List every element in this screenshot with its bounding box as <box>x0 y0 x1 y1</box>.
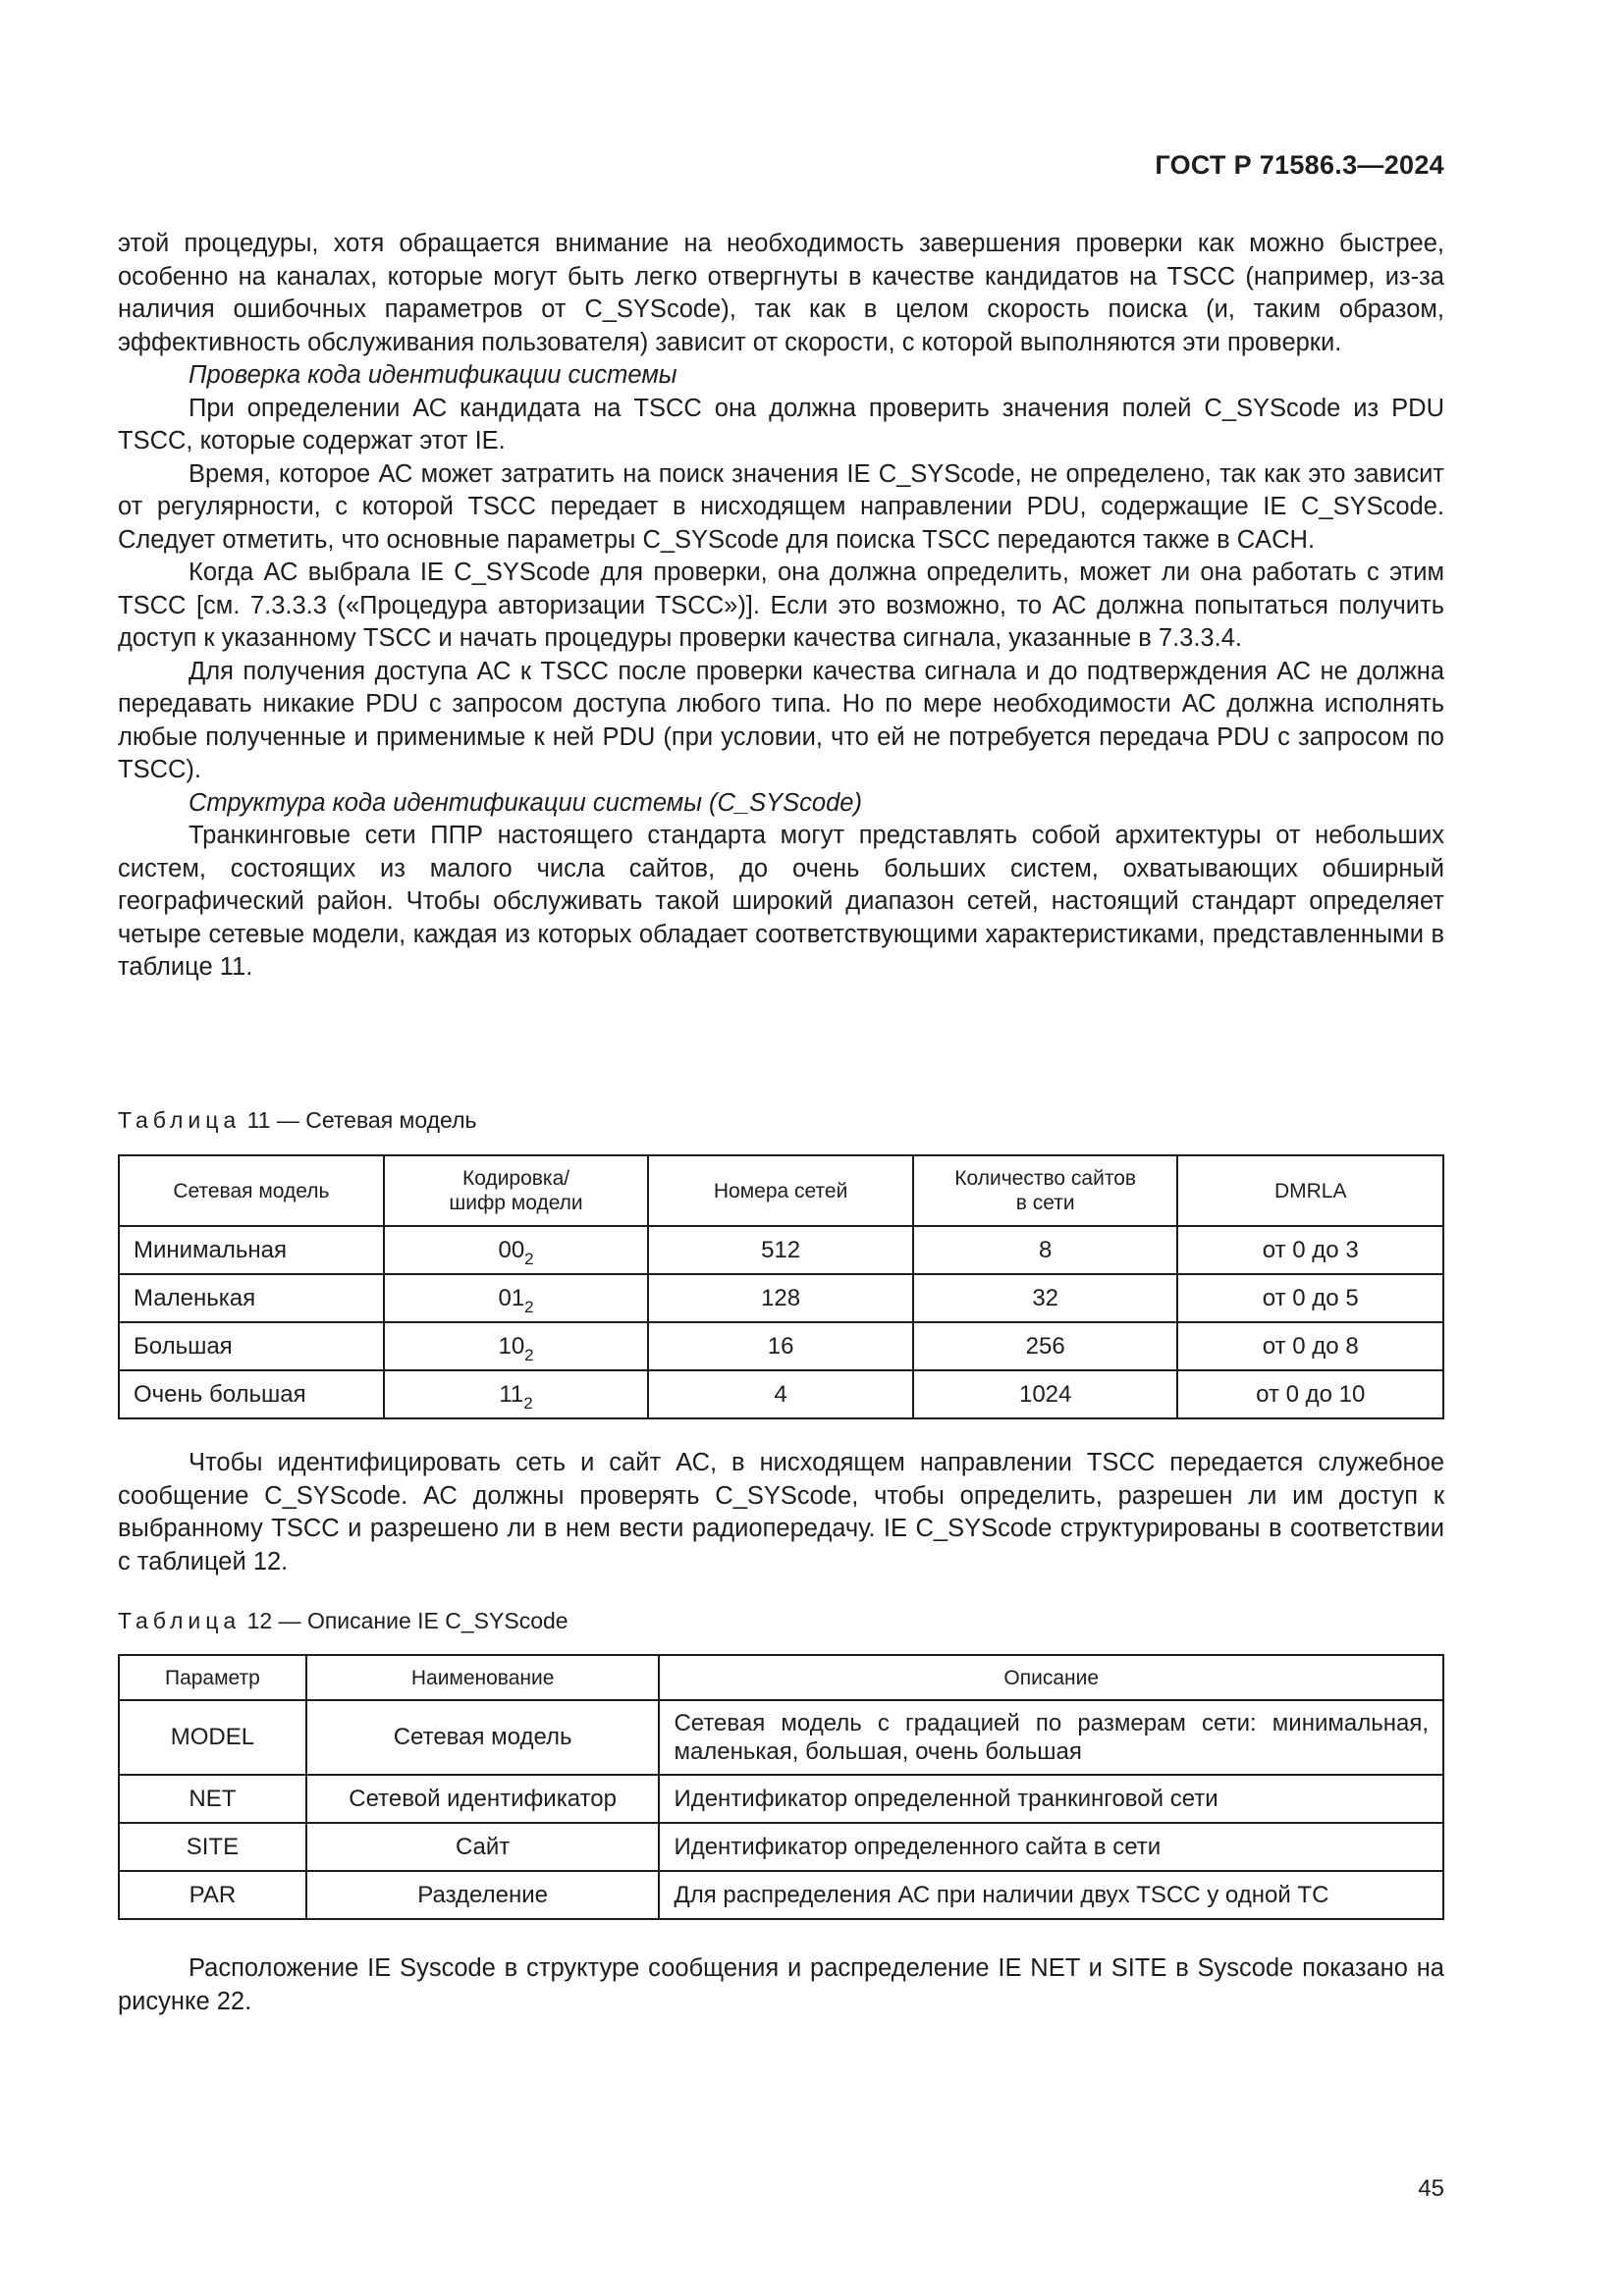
table-12-caption <box>118 1608 568 1634</box>
nets-cell: 4 <box>648 1370 913 1418</box>
column-header: Количество сайтов в сети <box>913 1155 1178 1226</box>
paragraph: Когда АС выбрала IE C_SYScode для проверки, она должна определить, может ли она работать с этим TSCC [см. 7.3.3.3 («Процедура авторизации TSCC»)]. Если это возможно, то АС должна попытаться получить доступ к указанному TSCC и начать процедуры проверки качества сигнала, указанные в 7.3.3.4. <box>118 559 1444 652</box>
name-cell: Сетевая модель <box>306 1700 660 1775</box>
dmrla-cell: от 0 до 10 <box>1177 1370 1443 1418</box>
table-header-row <box>119 1155 1443 1226</box>
paragraph: Расположение IE Syscode в структуре сообщения и распределение IE NET и SITE в Syscode показано на рисунке 22. <box>118 1954 1444 2015</box>
param-cell: PAR <box>119 1871 306 1919</box>
table-caption-title: 11 — Сетевая модель <box>246 1107 477 1133</box>
section-subheading: Проверка кода идентификации системы <box>189 361 677 389</box>
column-header: Номера сетей <box>648 1155 913 1226</box>
column-header: Наименование <box>306 1655 660 1700</box>
body-text <box>118 228 1444 985</box>
dmrla-cell: от 0 до 3 <box>1177 1226 1443 1274</box>
table-row <box>119 1322 1443 1370</box>
model-cell: Маленькая <box>119 1274 384 1322</box>
name-cell: Разделение <box>306 1871 660 1919</box>
final-text <box>118 1952 1444 2018</box>
name-cell: Сетевой идентификатор <box>306 1775 660 1823</box>
model-cell: Очень большая <box>119 1370 384 1418</box>
description-cell: Идентификатор определенного сайта в сети <box>659 1823 1443 1871</box>
dmrla-cell: от 0 до 5 <box>1177 1274 1443 1322</box>
table-header-row <box>119 1655 1443 1700</box>
table-caption-title: 12 — Описание IE C_SYScode <box>246 1608 568 1633</box>
code-cell: $10_2$ <box>384 1322 649 1370</box>
table-row <box>119 1370 1443 1418</box>
description-cell: Для распределения АС при наличии двух TSCC у одной ТС <box>659 1871 1443 1919</box>
column-header: Кодировка/ шифр модели <box>384 1155 649 1226</box>
paragraph: Транкинговые сети ППР настоящего стандарта могут представлять собой архитектуры от небольших систем, состоящих из малого числа сайтов, до очень больших систем, охватывающих обширный географический район. Чтобы обслуживать такой широкий диапазон сетей, настоящий стандарт определяет четыре сетевые модели, каждая из которых обладает соответствующими характеристиками, представленными в таблице 11. <box>118 822 1444 981</box>
network-model-table <box>118 1154 1444 1419</box>
sites-cell: 8 <box>913 1226 1178 1274</box>
code-cell: $01_2$ <box>384 1274 649 1322</box>
sites-cell: 32 <box>913 1274 1178 1322</box>
code-cell: $00_2$ <box>384 1226 649 1274</box>
sites-cell: 1024 <box>913 1370 1178 1418</box>
standard-code-header: ГОСТ Р 71586.3—2024 <box>1155 150 1444 180</box>
code-cell: $11_2$ <box>384 1370 649 1418</box>
name-cell: Сайт <box>306 1823 660 1871</box>
page-number: 45 <box>1418 2175 1444 2202</box>
middle-text <box>118 1447 1444 1578</box>
section-subheading: Структура кода идентификации системы (C_SYScode) <box>189 788 862 817</box>
table-caption-word: Таблица <box>118 1608 242 1633</box>
column-header: DMRLA <box>1177 1155 1443 1226</box>
description-cell: Идентификатор определенной транкинговой сети <box>659 1775 1443 1823</box>
table-caption-word: Таблица <box>118 1107 242 1133</box>
paragraph: этой процедуры, хотя обращается внимание на необходимость завершения проверки как можно быстрее, особенно на каналах, которые могут быть легко отвергнуты в качестве кандидатов на TSCC (например, из-за наличия ошибочных параметров от C_SYScode), так как в целом скорость поиска (и, таким образом, эффективность обслуживания пользователя) зависит от скорости, с которой выполняются эти проверки. <box>118 230 1444 356</box>
dmrla-cell: от 0 до 8 <box>1177 1322 1443 1370</box>
table-row <box>119 1700 1443 1775</box>
model-cell: Минимальная <box>119 1226 384 1274</box>
column-header: Сетевая модель <box>119 1155 384 1226</box>
nets-cell: 128 <box>648 1274 913 1322</box>
paragraph: Время, которое АС может затратить на поиск значения IE C_SYScode, не определено, так как это зависит от регулярности, с которой TSCC передает в нисходящем направлении PDU, содержащие IE C_SYScode. Следует отметить, что основные параметры C_SYScode для поиска TSCC передаются также в CACH. <box>118 459 1444 554</box>
nets-cell: 512 <box>648 1226 913 1274</box>
param-cell: SITE <box>119 1823 306 1871</box>
table-row <box>119 1226 1443 1274</box>
syscode-description-table <box>118 1654 1444 1920</box>
table-row <box>119 1871 1443 1919</box>
table-11-caption <box>118 1107 477 1134</box>
description-cell: Сетевая модель с градацией по размерам сети: минимальная, маленькая, большая, очень большая <box>659 1700 1443 1775</box>
paragraph: Для получения доступа АС к TSCC после проверки качества сигнала и до подтверждения АС не должна передавать никакие PDU с запросом доступа любого типа. Но по мере необходимости АС должна исполнять любые полученные и применимые к ней PDU (при условии, что ей не потребуется передача PDU с запросом по TSCC). <box>118 657 1444 783</box>
param-cell: NET <box>119 1775 306 1823</box>
paragraph: Чтобы идентифицировать сеть и сайт АС, в нисходящем направлении TSCC передается служебное сообщение C_SYScode. АС должны проверять C_SYScode, чтобы определить, разрешен ли им доступ к выбранному TSCC и разрешено ли в нем вести радиопередачу. IE C_SYScode структурированы в соответствии с таблицей 12. <box>118 1449 1444 1575</box>
column-header: Описание <box>659 1655 1443 1700</box>
column-header: Параметр <box>119 1655 306 1700</box>
table-row <box>119 1274 1443 1322</box>
param-cell: MODEL <box>119 1700 306 1775</box>
table-row <box>119 1823 1443 1871</box>
sites-cell: 256 <box>913 1322 1178 1370</box>
table-row <box>119 1775 1443 1823</box>
model-cell: Большая <box>119 1322 384 1370</box>
nets-cell: 16 <box>648 1322 913 1370</box>
paragraph: При определении АС кандидата на TSCC она должна проверить значения полей C_SYScode из PDU TSCC, которые содержат этот IE. <box>118 394 1444 454</box>
